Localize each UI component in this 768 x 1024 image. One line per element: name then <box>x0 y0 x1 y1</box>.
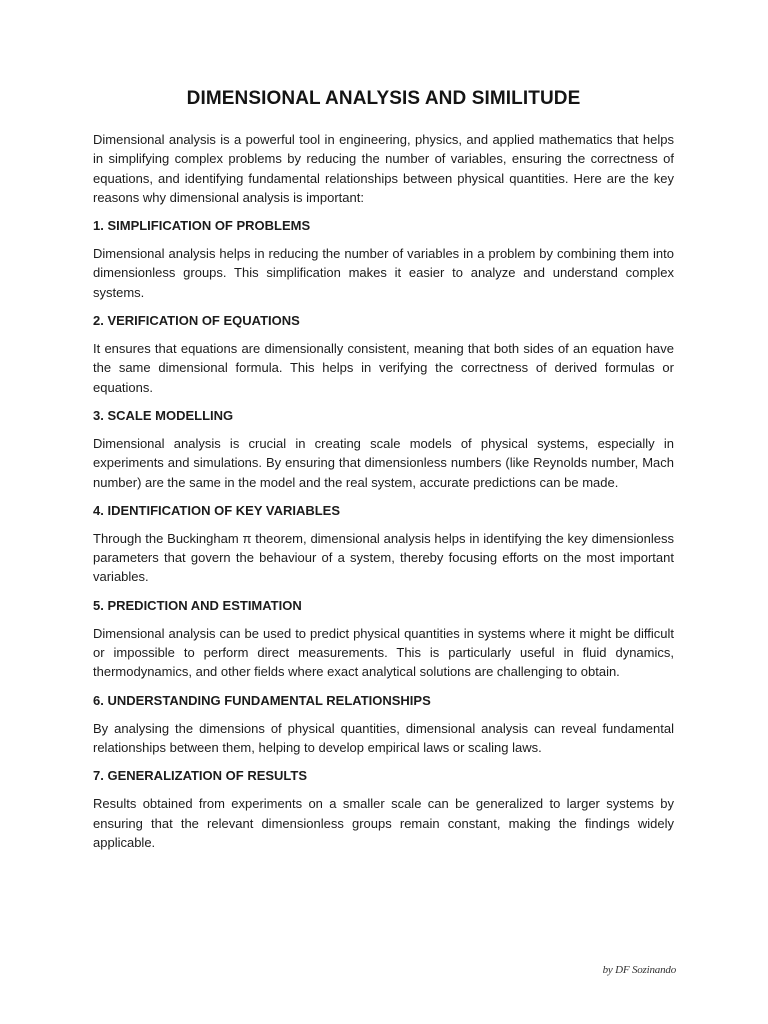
section-key-variables <box>93 501 674 587</box>
section-body: By analysing the dimensions of physical quantities, dimensional analysis can reveal fundamental relationships between them, helping to develop empirical laws or scaling laws. <box>93 720 674 755</box>
intro-paragraph: Dimensional analysis is a powerful tool in engineering, physics, and applied mathematics that helps in simplifying complex problems by reducing the number of variables, ensuring the correctness of equations, and identifying fundamental relationships between physical quantities. Here are the key reasons why dimensional analysis is important: <box>93 132 674 205</box>
document-content <box>93 88 674 852</box>
section-body: Dimensional analysis is crucial in creating scale models of physical systems, especially in experiments and simulations. By ensuring that dimensionless numbers (like Reynolds number, Mach number) are the same in the model and the real system, accurate predictions can be made. <box>93 435 674 490</box>
section-body: Through the Buckingham π theorem, dimensional analysis helps in identifying the key dimensionless parameters that govern the behaviour of a system, thereby focusing efforts on the most important variables. <box>93 530 674 585</box>
section-body: Results obtained from experiments on a smaller scale can be generalized to larger systems by ensuring that the relevant dimensionless groups remain constant, making the findings widely applicable. <box>93 796 674 850</box>
section-verification <box>93 311 674 397</box>
section-simplification <box>93 216 674 302</box>
section-scale-modelling <box>93 406 674 492</box>
section-prediction <box>93 596 674 682</box>
section-heading: 7. GENERALIZATION OF RESULTS <box>93 768 308 784</box>
section-body: Dimensional analysis helps in reducing the number of variables in a problem by combining them into dimensionless groups. This simplification makes it easier to analyze and understand complex systems. <box>93 246 674 300</box>
section-body: It ensures that equations are dimensionally consistent, meaning that both sides of an equation have the same dimensional formula. This helps in verifying the correctness of derived formulas or equations. <box>93 341 674 395</box>
section-heading: 4. IDENTIFICATION OF KEY VARIABLES <box>93 502 341 518</box>
section-body: Dimensional analysis can be used to predict physical quantities in systems where it might be difficult or impossible to perform direct measurements. This is particularly useful in fluid dynamics, thermodynamics, and other fields where exact analytical solutions are challenging to obtain. <box>93 625 674 680</box>
section-heading: 3. SCALE MODELLING <box>93 407 234 423</box>
section-generalization <box>93 766 674 852</box>
section-heading: 1. SIMPLIFICATION OF PROBLEMS <box>93 218 311 234</box>
author-signature: by DF Sozinando <box>602 964 676 976</box>
section-heading: 5. PREDICTION AND ESTIMATION <box>93 597 302 613</box>
document-title: DIMENSIONAL ANALYSIS AND SIMILITUDE <box>186 88 581 109</box>
section-heading: 2. VERIFICATION OF EQUATIONS <box>93 313 300 329</box>
section-relationships <box>93 691 674 758</box>
section-heading: 6. UNDERSTANDING FUNDAMENTAL RELATIONSHIPS <box>93 692 431 708</box>
